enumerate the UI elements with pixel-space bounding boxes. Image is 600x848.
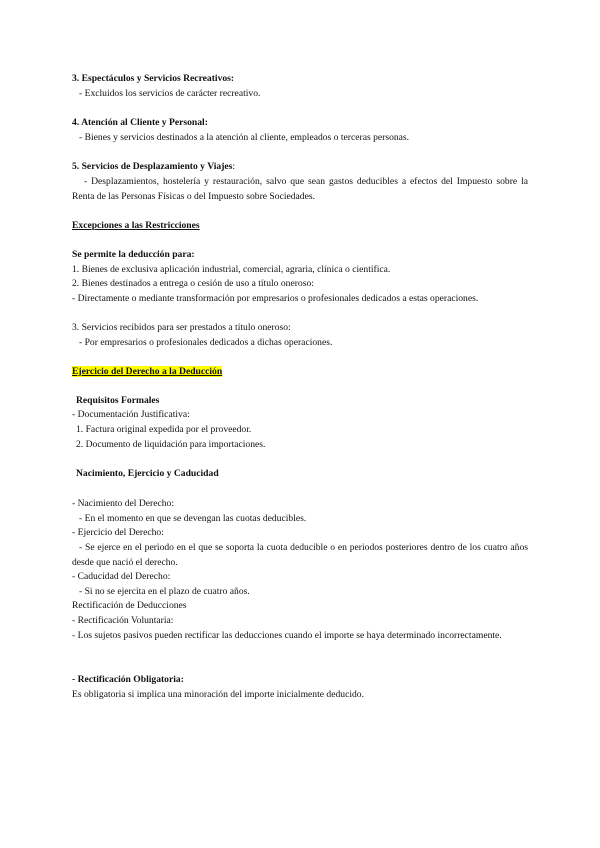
section-3-item: - Excluidos los servicios de carácter recreativo. <box>79 88 261 99</box>
exercise-title-line <box>72 365 528 380</box>
exceptions-line-3: - Directamente o mediante transformación por empresarios o profesionales dedicados a estas operaciones. <box>72 293 479 304</box>
birth-line-7: Rectificación de Deducciones <box>72 600 187 611</box>
birth-line-6: - Si no se ejercita en el plazo de cuatro años. <box>79 586 250 597</box>
birth-line-8: - Rectificación Voluntaria: <box>72 615 174 626</box>
exceptions-line-4: 3. Servicios recibidos para ser prestados a título oneroso: <box>72 322 291 333</box>
birth-line-1: - Nacimiento del Derecho: <box>72 498 175 509</box>
section-3-heading: 3. Espectáculos y Servicios Recreativos: <box>72 73 235 84</box>
section-5-item: - Desplazamientos, hostelería y restauración, salvo que sean gastos deducibles a efectos del Impuesto sobre la Renta de las Personas Físicas o del Impuesto sobre Sociedades. <box>72 176 528 202</box>
section-5-heading-line <box>72 160 528 175</box>
exceptions-line-2: 2. Bienes destinados a entrega o cesión de uso a título oneroso: <box>72 278 314 289</box>
exceptions-line-1: 1. Bienes de exclusiva aplicación industrial, comercial, agraria, clínica o científica. <box>72 264 391 275</box>
mandatory-text: Es obligatoria si implica una minoración del importe inicialmente deducido. <box>72 689 364 700</box>
formal-item-2: 2. Documento de liquidación para importaciones. <box>76 439 266 450</box>
section-5-heading-suffix: : <box>232 161 236 172</box>
formal-requirements-title: Requisitos Formales <box>76 395 160 406</box>
formal-item-1: 1. Factura original expedida por el proveedor. <box>76 424 252 435</box>
exceptions-title: Excepciones a las Restricciones <box>72 220 200 231</box>
birth-line-9: - Los sujetos pasivos pueden rectificar las deducciones cuando el importe se haya determinado incorrectamente. <box>72 630 502 641</box>
mandatory-title: - Rectificación Obligatoria: <box>72 674 184 685</box>
exercise-title: Ejercicio del Derecho a la Deducción <box>72 366 223 377</box>
birth-line-2: - En el momento en que se devengan las cuotas deducibles. <box>79 513 307 524</box>
section-5-heading: 5. Servicios de Desplazamiento y Viajes <box>72 161 233 172</box>
birth-line-3: - Ejercicio del Derecho: <box>72 527 164 538</box>
exceptions-line-5: - Por empresarios o profesionales dedicados a dichas operaciones. <box>79 337 333 348</box>
section-4-heading: 4. Atención al Cliente y Personal: <box>72 117 208 128</box>
birth-line-4: - Se ejerce en el periodo en el que se soporta la cuota deducible o en periodos posteriores dentro de los cuatro años desde que nació el derecho. <box>72 542 528 568</box>
birth-title: Nacimiento, Ejercicio y Caducidad <box>76 468 219 479</box>
section-4-item: - Bienes y servicios destinados a la atención al cliente, empleados o terceras personas. <box>79 132 410 143</box>
formal-doc-label: - Documentación Justificativa: <box>72 409 190 420</box>
exceptions-subtitle: Se permite la deducción para: <box>72 249 195 260</box>
birth-line-5: - Caducidad del Derecho: <box>72 571 171 582</box>
